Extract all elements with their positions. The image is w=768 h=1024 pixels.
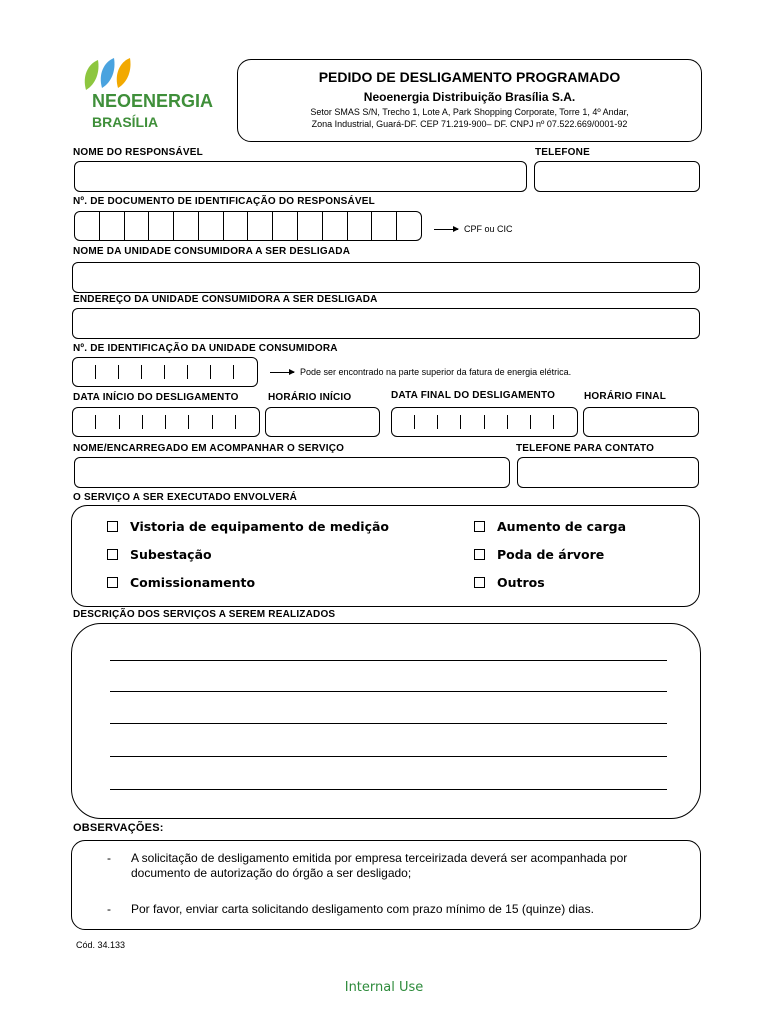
label-unidade-endereco: ENDEREÇO DA UNIDADE CONSUMIDORA A SER DESLIGADA	[73, 294, 378, 305]
checkbox-outros[interactable]	[474, 575, 545, 590]
company-logo	[80, 56, 230, 136]
telefone-input[interactable]	[534, 161, 700, 192]
label-data-inicio: DATA INÍCIO DO DESLIGAMENTO	[73, 392, 239, 403]
header-box	[237, 59, 702, 142]
bullet-dash: -	[107, 851, 111, 865]
observacao-item	[107, 902, 677, 917]
horario-final-input[interactable]	[583, 407, 699, 437]
descricao-line	[110, 660, 667, 661]
label-horario-final: HORÁRIO FINAL	[584, 391, 667, 402]
company-name: Neoenergia Distribuição Brasília S.A.	[363, 90, 576, 104]
leaf-logo-icon	[82, 56, 142, 92]
arrow-right-icon	[270, 372, 294, 373]
checkbox-subestacao[interactable]	[107, 547, 212, 562]
descricao-line	[110, 723, 667, 724]
descricao-line	[110, 789, 667, 790]
documento-note-text: CPF ou CIC	[464, 224, 513, 234]
footer-classification: Internal Use	[344, 980, 424, 995]
label-horario-inicio: HORÁRIO INÍCIO	[268, 392, 352, 403]
checkbox-label: Comissionamento	[130, 575, 256, 590]
descricao-line	[110, 756, 667, 757]
label-encarregado: NOME/ENCARREGADO EM ACOMPANHAR O SERVIÇO	[73, 443, 345, 454]
checkbox-icon[interactable]	[474, 549, 485, 560]
data-inicio-input[interactable]	[72, 407, 260, 437]
checkbox-icon[interactable]	[474, 521, 485, 532]
logo-text-main: NEOENERGIA	[92, 91, 214, 111]
address-line-2: Zona Industrial, Guará-DF. CEP 71.219-900– DF. CNPJ nº 07.522.669/0001-92	[311, 119, 628, 129]
label-telefone-contato: TELEFONE PARA CONTATO	[516, 443, 655, 454]
label-servico: O SERVIÇO A SER EXECUTADO ENVOLVERÁ	[73, 492, 298, 503]
checkbox-aumento-carga[interactable]	[474, 519, 626, 534]
observacao-text: A solicitação de desligamento emitida por empresa terceirizada deverá ser acompanhada por documento de autorização do órgão a ser desligado;	[131, 851, 628, 880]
descricao-line	[110, 691, 667, 692]
documento-input[interactable]	[74, 211, 422, 241]
checkbox-icon[interactable]	[107, 549, 118, 560]
checkbox-vistoria[interactable]	[107, 519, 389, 534]
bullet-dash: -	[107, 902, 111, 916]
address-line-1: Setor SMAS S/N, Trecho 1, Lote A, Park Shopping Corporate, Torre 1, 4º Andar,	[310, 107, 629, 117]
encarregado-input[interactable]	[74, 457, 510, 488]
unidade-nome-input[interactable]	[72, 262, 700, 293]
checkbox-label: Aumento de carga	[497, 519, 627, 534]
observacao-item	[107, 851, 677, 881]
responsavel-input[interactable]	[74, 161, 527, 192]
label-unidade-nome: NOME DA UNIDADE CONSUMIDORA A SER DESLIGADA	[73, 246, 351, 257]
telefone-contato-input[interactable]	[517, 457, 699, 488]
logo-text-sub: BRASÍLIA	[92, 114, 159, 130]
label-documento: Nº. DE DOCUMENTO DE IDENTIFICAÇÃO DO RESPONSÁVEL	[73, 196, 375, 207]
checkbox-icon[interactable]	[474, 577, 485, 588]
checkbox-label: Vistoria de equipamento de medição	[130, 519, 390, 534]
horario-inicio-input[interactable]	[265, 407, 380, 437]
checkbox-label: Subestação	[130, 547, 212, 562]
label-data-final: DATA FINAL DO DESLIGAMENTO	[391, 390, 556, 401]
checkbox-icon[interactable]	[107, 577, 118, 588]
checkbox-icon[interactable]	[107, 521, 118, 532]
page-title: PEDIDO DE DESLIGAMENTO PROGRAMADO	[318, 69, 621, 85]
checkbox-poda[interactable]	[474, 547, 604, 562]
checkbox-label: Poda de árvore	[497, 547, 605, 562]
label-responsavel: NOME DO RESPONSÁVEL	[73, 147, 203, 158]
label-observacoes: OBSERVAÇÕES:	[73, 822, 164, 834]
observacao-text: Por favor, enviar carta solicitando desligamento com prazo mínimo de 15 (quinze) dias.	[131, 902, 594, 916]
data-final-input[interactable]	[391, 407, 578, 437]
label-unidade-id: Nº. DE IDENTIFICAÇÃO DA UNIDADE CONSUMIDORA	[73, 343, 338, 354]
arrow-right-icon	[434, 229, 458, 230]
unidade-id-note	[270, 367, 571, 377]
unidade-id-input[interactable]	[72, 357, 258, 387]
label-descricao: DESCRIÇÃO DOS SERVIÇOS A SEREM REALIZADOS	[73, 609, 336, 620]
form-code: Cód. 34.133	[76, 940, 126, 950]
unidade-id-note-text: Pode ser encontrado na parte superior da fatura de energia elétrica.	[300, 367, 572, 377]
checkbox-label: Outros	[497, 575, 545, 590]
documento-note	[434, 224, 513, 234]
unidade-endereco-input[interactable]	[72, 308, 700, 339]
checkbox-comissionamento[interactable]	[107, 575, 255, 590]
label-telefone: TELEFONE	[535, 147, 590, 158]
